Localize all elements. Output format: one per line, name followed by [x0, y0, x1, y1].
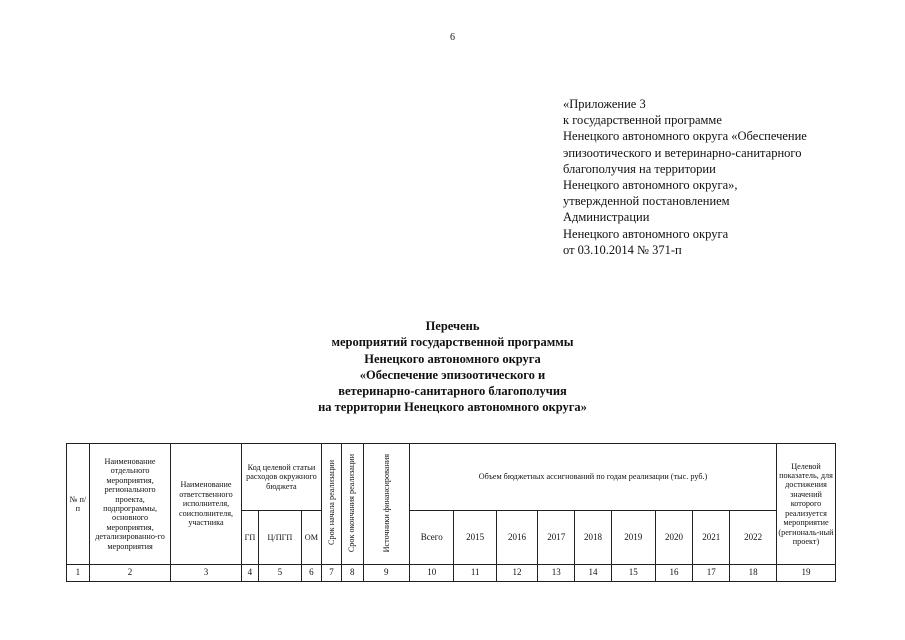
- column-number: 16: [655, 565, 692, 582]
- column-number: 9: [363, 565, 410, 582]
- document-title: [0, 318, 905, 416]
- appendix-block: [563, 96, 863, 258]
- header-code-group: Код целевой статьи расходов окружного бюджета: [241, 444, 322, 511]
- header-indicator: Целевой показатель, для достижения значений которого реализуется мероприятие (региональ-ный проект): [776, 444, 835, 565]
- column-number: 12: [496, 565, 537, 582]
- header-code-gp: ГП: [241, 511, 259, 565]
- header-end-text: Срок окончания реализации: [347, 453, 357, 552]
- header-total: Всего: [410, 511, 454, 565]
- header-start: [322, 444, 342, 565]
- column-number: 7: [322, 565, 342, 582]
- header-start-text: Срок начала реализации: [326, 460, 336, 546]
- header-name: Наименование отдельного мероприятия, регионального проекта, подпрограммы, основного мероприятия, детализированно-го мероприятия: [89, 444, 171, 565]
- appendix-line: Администрации: [563, 210, 650, 225]
- header-year: 2019: [611, 511, 655, 565]
- header-executor: Наименование ответственного исполнителя, соисполнителя, участника: [171, 444, 241, 565]
- column-number: 11: [454, 565, 496, 582]
- header-sources: [363, 444, 410, 565]
- appendix-line: к государственной программе: [563, 113, 722, 128]
- column-number: 10: [410, 565, 454, 582]
- column-number: 18: [730, 565, 777, 582]
- appendix-line: Ненецкого автономного округа»,: [563, 178, 738, 193]
- title-line: Перечень: [425, 319, 480, 333]
- column-number: 8: [341, 565, 363, 582]
- appendix-line: «Приложение 3: [563, 97, 646, 111]
- page-number: 6: [450, 32, 455, 43]
- column-number: 17: [693, 565, 730, 582]
- header-year: 2016: [496, 511, 537, 565]
- column-number: 4: [241, 565, 259, 582]
- appendix-line: Ненецкого автономного округа «Обеспечение: [563, 129, 807, 144]
- header-year: 2015: [454, 511, 496, 565]
- header-budget-group: Объем бюджетных ассигнований по годам реализации (тыс. руб.): [410, 444, 777, 511]
- appendix-line: эпизоотического и ветеринарно-санитарного: [563, 145, 802, 160]
- column-number: 5: [259, 565, 301, 582]
- column-number: 1: [67, 565, 90, 582]
- column-number: 14: [575, 565, 611, 582]
- column-number: 2: [89, 565, 171, 582]
- title-line: Ненецкого автономного округа: [364, 351, 541, 366]
- header-year: 2020: [655, 511, 692, 565]
- column-number: 15: [611, 565, 655, 582]
- header-year: 2018: [575, 511, 611, 565]
- appendix-line: Ненецкого автономного округа: [563, 226, 729, 241]
- header-year: 2022: [730, 511, 777, 565]
- measures-table: [66, 443, 836, 582]
- column-number: 19: [776, 565, 835, 582]
- header-num: № п/п: [67, 444, 90, 565]
- title-line: мероприятий государственной программы: [331, 335, 574, 350]
- table-header-row: [67, 444, 836, 511]
- column-number-row: [67, 565, 836, 582]
- title-line: ветеринарно-санитарного благополучия: [338, 384, 567, 399]
- column-number: 13: [538, 565, 575, 582]
- appendix-line: утвержденной постановлением: [563, 194, 730, 209]
- header-code-cp: Ц/ПГП: [259, 511, 301, 565]
- appendix-line: от 03.10.2014 № 371-п: [563, 242, 682, 257]
- header-year: 2017: [538, 511, 575, 565]
- header-year: 2021: [693, 511, 730, 565]
- header-code-om: ОМ: [301, 511, 322, 565]
- column-number: 3: [171, 565, 241, 582]
- column-number: 6: [301, 565, 322, 582]
- header-end: [341, 444, 363, 565]
- appendix-line: благополучия на территории: [563, 161, 716, 176]
- header-sources-text: Источники финансирования: [381, 453, 391, 552]
- title-line: на территории Ненецкого автономного округа»: [318, 400, 587, 415]
- title-line: «Обеспечение эпизоотического и: [359, 367, 546, 382]
